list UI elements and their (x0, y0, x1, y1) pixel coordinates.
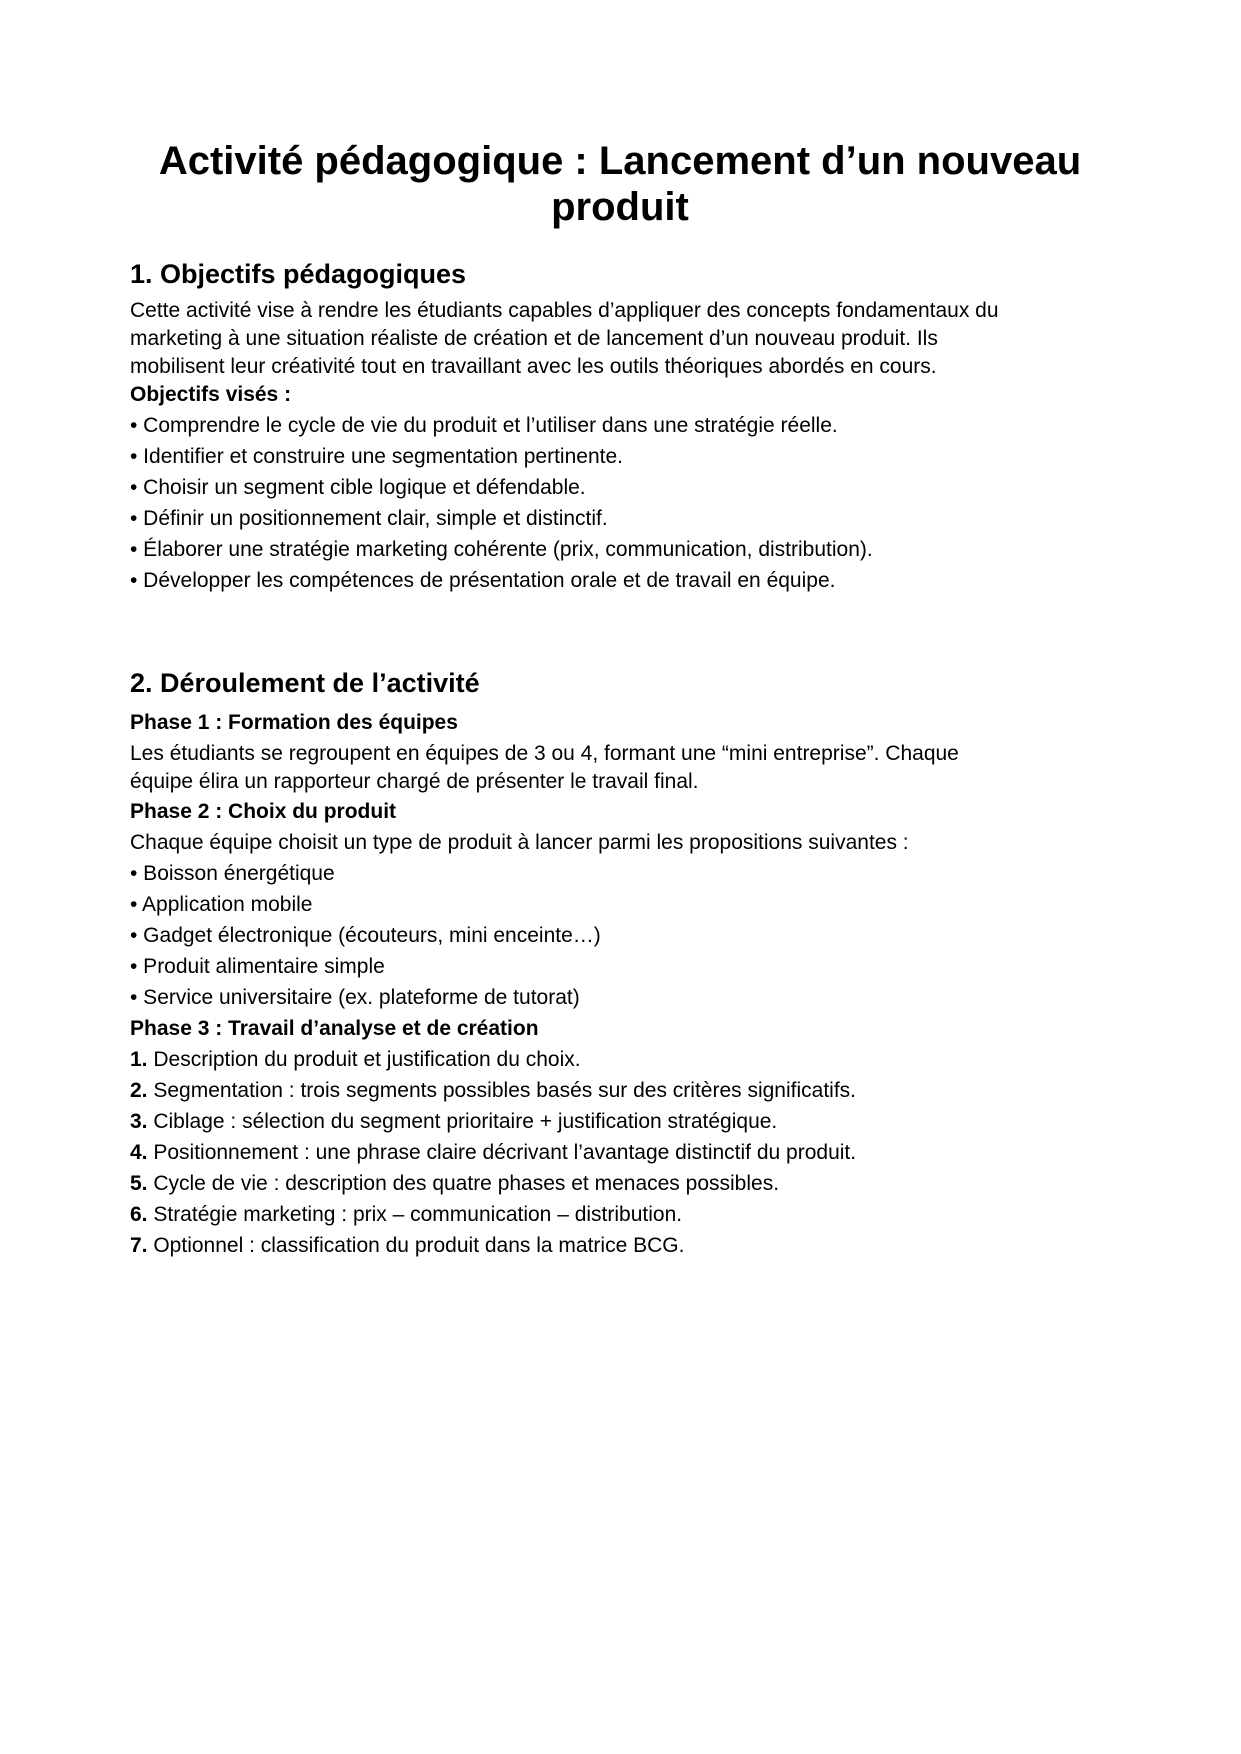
phase-1-text: équipe élira un rapporteur chargé de présenter le travail final. (130, 770, 699, 793)
phase-1-text: Les étudiants se regroupent en équipes de 3 ou 4, formant une “mini entreprise”. Chaque (130, 742, 959, 765)
step-text: Segmentation : trois segments possibles basés sur des critères significatifs. (147, 1079, 856, 1102)
objective-item: • Développer les compétences de présentation orale et de travail en équipe. (130, 569, 836, 592)
step-text: Stratégie marketing : prix – communication – distribution. (147, 1203, 683, 1226)
phase-3-step (130, 1047, 581, 1073)
phase-3-step (130, 1078, 856, 1104)
phase-3-step (130, 1109, 777, 1135)
step-number: 6. (130, 1203, 148, 1226)
product-option: • Application mobile (130, 893, 313, 916)
phase-3-step (130, 1140, 856, 1166)
product-option: • Gadget électronique (écouteurs, mini enceinte…) (130, 924, 601, 947)
step-number: 1. (130, 1048, 148, 1071)
objective-item: • Comprendre le cycle de vie du produit et l’utiliser dans une stratégie réelle. (130, 414, 838, 437)
step-number: 3. (130, 1110, 148, 1133)
step-number: 7. (130, 1234, 148, 1257)
paragraph-line: mobilisent leur créativité tout en travaillant avec les outils théoriques abordés en cours. (130, 355, 937, 378)
step-number: 2. (130, 1079, 148, 1102)
document-title (130, 138, 1110, 230)
phase-3-label: Phase 3 : Travail d’analyse et de création (130, 1017, 539, 1040)
step-text: Description du produit et justification du choix. (147, 1048, 581, 1071)
phase-1-label: Phase 1 : Formation des équipes (130, 711, 458, 734)
section-1-heading: 1. Objectifs pédagogiques (130, 259, 467, 289)
phase-2-intro: Chaque équipe choisit un type de produit à lancer parmi les propositions suivantes : (130, 831, 909, 854)
step-number: 4. (130, 1141, 148, 1164)
step-text: Positionnement : une phrase claire décrivant l’avantage distinctif du produit. (147, 1141, 857, 1164)
product-option: • Boisson énergétique (130, 862, 335, 885)
section-2-heading: 2. Déroulement de l’activité (130, 668, 480, 698)
objective-item: • Élaborer une stratégie marketing cohérente (prix, communication, distribution). (130, 538, 873, 561)
product-option: • Produit alimentaire simple (130, 955, 385, 978)
step-text: Optionnel : classification du produit dans la matrice BCG. (147, 1234, 685, 1257)
phase-3-step (130, 1233, 684, 1259)
objective-item: • Choisir un segment cible logique et défendable. (130, 476, 586, 499)
step-number: 5. (130, 1172, 148, 1195)
phase-3-step (130, 1202, 682, 1228)
title-line-1: Activité pédagogique : Lancement d’un nouveau (158, 139, 1082, 183)
step-text: Cycle de vie : description des quatre phases et menaces possibles. (147, 1172, 780, 1195)
phase-3-step (130, 1171, 779, 1197)
objective-item: • Définir un positionnement clair, simple et distinctif. (130, 507, 608, 530)
objectives-label: Objectifs visés : (130, 383, 292, 406)
paragraph-line: marketing à une situation réaliste de création et de lancement d’un nouveau produit. Ils (130, 327, 938, 350)
product-option: • Service universitaire (ex. plateforme de tutorat) (130, 986, 580, 1009)
step-text: Ciblage : sélection du segment prioritaire + justification stratégique. (147, 1110, 778, 1133)
paragraph-line: Cette activité vise à rendre les étudiants capables d’appliquer des concepts fondamentaux du (130, 299, 999, 322)
objective-item: • Identifier et construire une segmentation pertinente. (130, 445, 623, 468)
phase-2-label: Phase 2 : Choix du produit (130, 800, 397, 823)
title-line-2: produit (551, 185, 689, 229)
